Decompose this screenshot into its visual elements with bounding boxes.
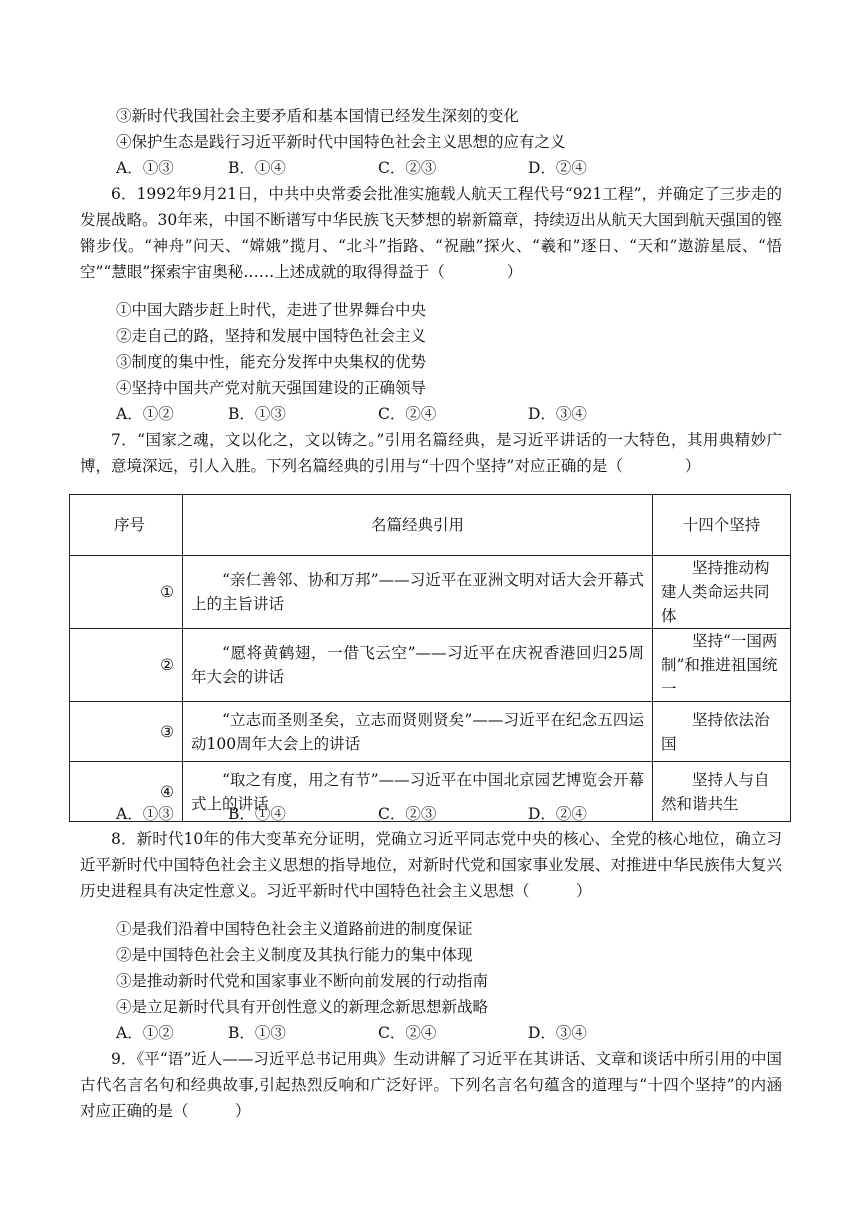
header-principle: 十四个坚持 bbox=[653, 495, 791, 556]
q6-statement-4: ④坚持中国共产党对航天强国建设的正确领导 bbox=[116, 379, 427, 397]
q7-table-header bbox=[70, 495, 791, 556]
row-principle: 坚持依法治国 bbox=[661, 710, 770, 753]
row-quote: “亲仁善邻、协和万邦”——习近平在亚洲文明对话大会开幕式上的主旨讲话 bbox=[191, 571, 644, 613]
q5-option-d[interactable]: D．②④ bbox=[528, 159, 587, 177]
q5-statement-3: ③新时代我国社会主要矛盾和基本国情已经发生深刻的变化 bbox=[116, 107, 520, 125]
q6-statement-3: ③制度的集中性，能充分发挥中央集权的优势 bbox=[116, 353, 427, 371]
q7-stem: 7．“国家之魂，文以化之，文以铸之。”引用名篇经典，是习近平讲话的一大特色，其用典精妙广博，意境深远，引人入胜。下列名篇经典的引用与“十四个坚持”对应正确的是（ ） bbox=[80, 431, 782, 475]
table-row bbox=[70, 556, 791, 629]
q9-stem: 9．《平“语”近人——习近平总书记用典》生动讲解了习近平在其讲话、文章和谈话中所引用的中国古代名言名句和经典故事,引起热烈反响和广泛好评。下列名言名句蕴含的道理与“十四个坚持”的内涵对应正确的是（ ） bbox=[80, 1050, 782, 1120]
q6-option-d[interactable]: D．③④ bbox=[528, 405, 587, 423]
q6-options bbox=[116, 401, 782, 427]
header-quote: 名篇经典引用 bbox=[183, 495, 653, 556]
q6-option-c[interactable]: C．②④ bbox=[378, 405, 437, 423]
q8-option-a[interactable]: A．①② bbox=[116, 1024, 174, 1042]
q5-option-b[interactable]: B．①④ bbox=[228, 159, 286, 177]
row-principle: 坚持人与自然和谐共生 bbox=[661, 770, 770, 813]
table-row bbox=[70, 629, 791, 702]
q8-option-c[interactable]: C．②④ bbox=[378, 1024, 437, 1042]
q5-option-a[interactable]: A．①③ bbox=[116, 159, 174, 177]
table-row bbox=[70, 702, 791, 762]
q8-statement-4: ④是立足新时代具有开创性意义的新理念新思想新战略 bbox=[116, 998, 489, 1016]
row-num: ③ bbox=[70, 702, 183, 762]
header-num: 序号 bbox=[70, 495, 183, 556]
q8-statement-2: ②是中国特色社会主义制度及其执行能力的集中体现 bbox=[116, 946, 473, 964]
q8-stem: 8．新时代10年的伟大变革充分证明，党确立习近平同志党中央的核心、全党的核心地位，确立习近平新时代中国特色社会主义思想的指导地位，对新时代党和国家事业发展、对推进中华民族伟大复兴历史进程具有决定性意义。习近平新时代中国特色社会主义思想（ ） bbox=[80, 830, 782, 900]
q7-option-b[interactable]: B．①④ bbox=[228, 805, 286, 823]
row-num: ① bbox=[70, 556, 183, 629]
q8-options bbox=[116, 1020, 782, 1046]
q7-options bbox=[116, 801, 782, 827]
q7-option-c[interactable]: C．②③ bbox=[378, 805, 437, 823]
q5-option-c[interactable]: C．②③ bbox=[378, 159, 437, 177]
q6-statement-1: ①中国大踏步赶上时代，走进了世界舞台中央 bbox=[116, 301, 427, 319]
q8-option-d[interactable]: D．③④ bbox=[528, 1024, 587, 1042]
row-principle: 坚持推动构建人类命运共同体 bbox=[661, 559, 770, 625]
row-quote: “愿将黄鹤翅，一借飞云空”——习近平在庆祝香港回归25周年大会的讲话 bbox=[191, 644, 644, 686]
q7-option-a[interactable]: A．①③ bbox=[116, 805, 174, 823]
q5-statement-4: ④保护生态是践行习近平新时代中国特色社会主义思想的应有之义 bbox=[116, 133, 566, 151]
row-principle: 坚持“一国两制”和推进祖国统一 bbox=[661, 632, 778, 698]
q8-statement-1: ①是我们沿着中国特色社会主义道路前进的制度保证 bbox=[116, 920, 473, 938]
q7-option-d[interactable]: D．②④ bbox=[528, 805, 587, 823]
q8-option-b[interactable]: B．①③ bbox=[228, 1024, 286, 1042]
row-num: ② bbox=[70, 629, 183, 702]
q6-option-a[interactable]: A．①② bbox=[116, 405, 174, 423]
q6-option-b[interactable]: B．①③ bbox=[228, 405, 286, 423]
q7-table bbox=[69, 494, 791, 822]
q6-stem: 6．1992年9月21日，中共中央常委会批准实施载人航天工程代号“921工程”，并确定了三步走的发展战略。30年来，中国不断谱写中华民族飞天梦想的崭新篇章，持续迈出从航天大国到航天强国的铿锵步伐。“神舟”问天、“嫦娥”揽月、“北斗”指路、“祝融”探火、“羲和”逐日、“天和”遨游星辰、“悟空”“慧眼”探索宇宙奥秘……上述成就的取得得益于（ ） bbox=[80, 185, 782, 281]
row-quote: “取之有度，用之有节”——习近平在中国北京园艺博览会开幕式上的讲话 bbox=[191, 770, 644, 813]
q6-statement-2: ②走自己的路，坚持和发展中国特色社会主义 bbox=[116, 327, 427, 345]
row-num: ④ bbox=[70, 762, 183, 822]
row-quote: “立志而圣则圣矣，立志而贤则贤矣”——习近平在纪念五四运动100周年大会上的讲话 bbox=[191, 710, 644, 753]
q5-options bbox=[116, 155, 782, 181]
q8-statement-3: ③是推动新时代党和国家事业不断向前发展的行动指南 bbox=[116, 972, 489, 990]
